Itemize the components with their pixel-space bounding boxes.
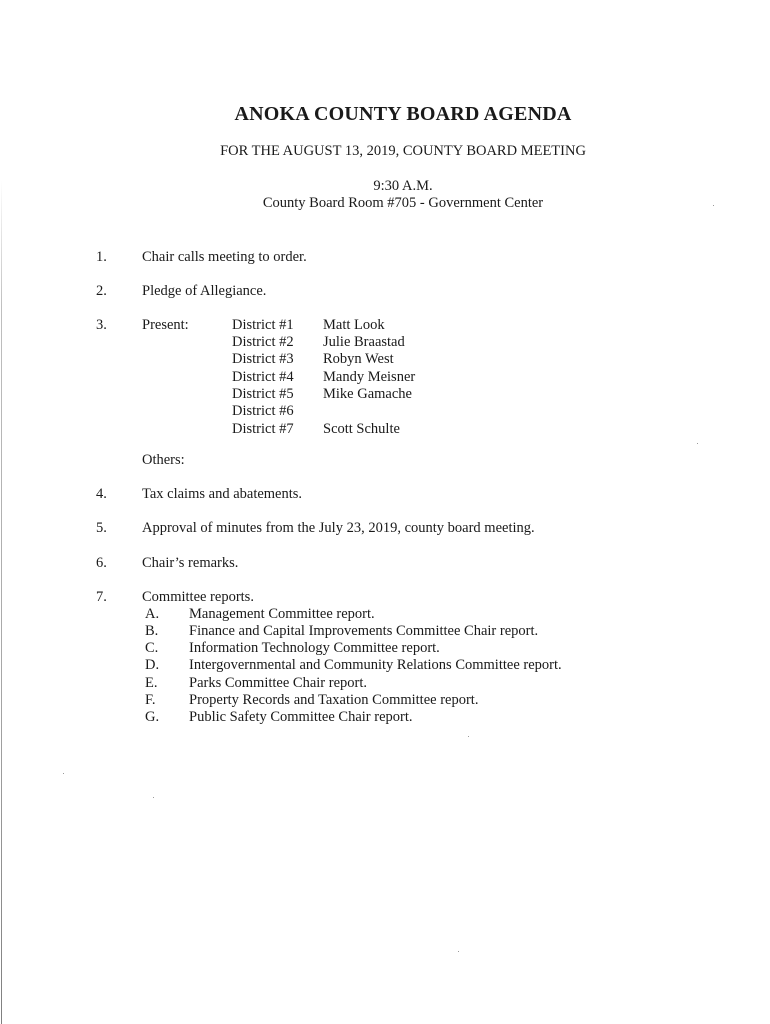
member-name: Mike Gamache (323, 386, 412, 402)
scan-speck (697, 443, 698, 444)
member-name: Matt Look (323, 317, 385, 333)
report-letter: E. (145, 675, 158, 691)
district-label: District #3 (232, 351, 294, 367)
scan-speck (468, 736, 469, 737)
scan-speck (153, 797, 154, 798)
member-name: Robyn West (323, 351, 394, 367)
member-name: Scott Schulte (323, 421, 400, 437)
report-letter: G. (145, 709, 160, 725)
report-letter: F. (145, 692, 156, 708)
report-letter: B. (145, 623, 159, 639)
report-letter: D. (145, 657, 160, 673)
item-number: 5. (96, 520, 107, 536)
item-text: Committee reports. (142, 589, 254, 605)
scan-speck (458, 951, 459, 952)
meeting-location: County Board Room #705 - Government Center (262, 195, 544, 211)
item-number: 2. (96, 283, 107, 299)
agenda-title: ANOKA COUNTY BOARD AGENDA (234, 103, 572, 125)
district-label: District #7 (232, 421, 294, 437)
item-text: Approval of minutes from the July 23, 2019, county board meeting. (142, 520, 535, 536)
district-label: District #5 (232, 386, 294, 402)
report-text: Public Safety Committee Chair report. (189, 709, 413, 725)
item-text: Pledge of Allegiance. (142, 283, 267, 299)
district-label: District #1 (232, 317, 294, 333)
district-label: District #6 (232, 403, 294, 419)
item-number: 3. (96, 317, 107, 333)
district-label: District #4 (232, 369, 294, 385)
member-name: Mandy Meisner (323, 369, 416, 385)
item-text: Chair’s remarks. (142, 555, 239, 571)
member-name: Julie Braastad (323, 334, 405, 350)
meeting-time: 9:30 A.M. (373, 178, 433, 194)
report-letter: A. (145, 606, 160, 622)
report-text: Intergovernmental and Community Relations Committee report. (189, 657, 562, 673)
district-label: District #2 (232, 334, 294, 350)
report-text: Finance and Capital Improvements Committee Chair report. (189, 623, 539, 639)
report-text: Property Records and Taxation Committee report. (189, 692, 479, 708)
item-text: Tax claims and abatements. (142, 486, 303, 502)
meeting-subtitle: FOR THE AUGUST 13, 2019, COUNTY BOARD MEETING (220, 143, 586, 159)
present-label: Present: (142, 317, 189, 333)
item-text: Chair calls meeting to order. (142, 249, 307, 265)
scan-edge-line (1, 180, 2, 1024)
item-number: 7. (96, 589, 107, 605)
item-number: 4. (96, 486, 107, 502)
report-text: Parks Committee Chair report. (189, 675, 367, 691)
report-text: Information Technology Committee report. (189, 640, 440, 656)
item-number: 1. (96, 249, 107, 265)
report-letter: C. (145, 640, 159, 656)
item-number: 6. (96, 555, 107, 571)
scan-speck (63, 773, 64, 774)
report-text: Management Committee report. (189, 606, 375, 622)
others-label: Others: (142, 452, 185, 468)
scan-speck (713, 205, 714, 206)
